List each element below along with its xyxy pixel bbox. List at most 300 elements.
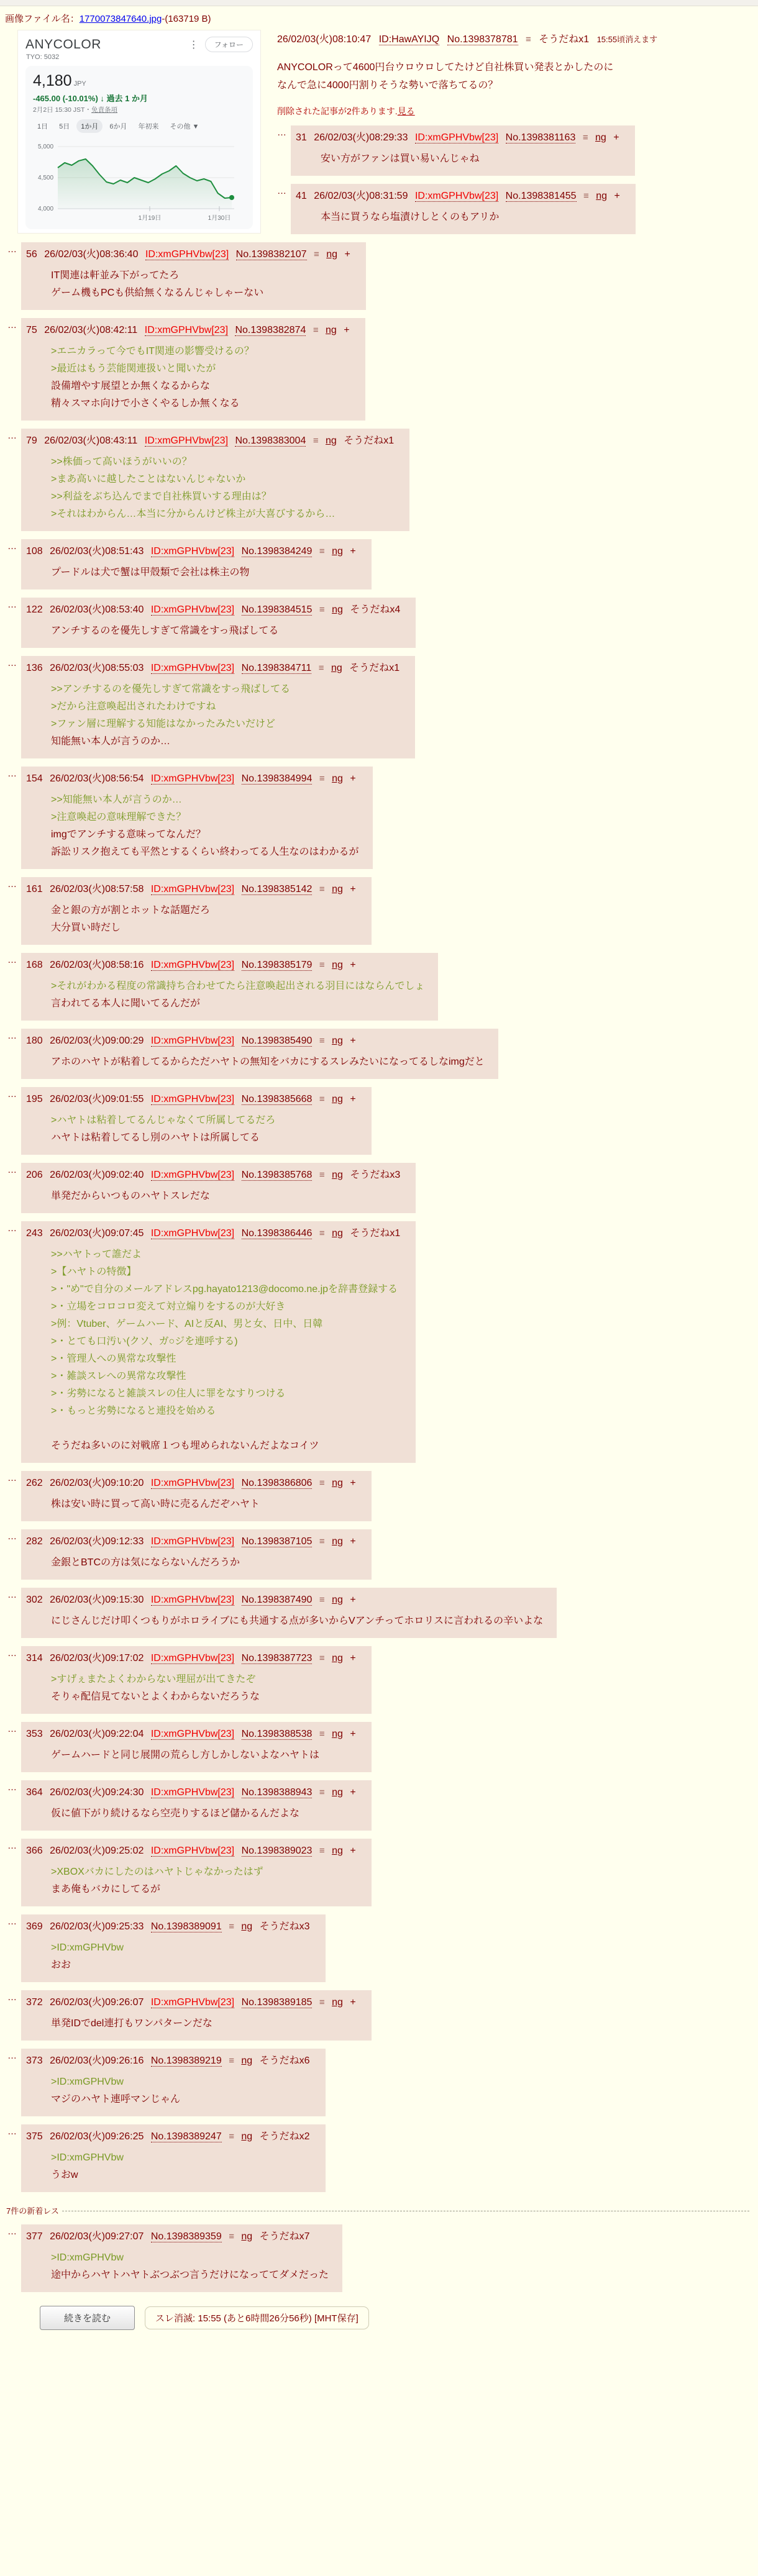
ng-button[interactable]: ng	[332, 1845, 343, 1856]
reply-poster-id[interactable]: ID:xmGPHVbw[23]	[414, 190, 499, 201]
text-line: 言われてる本人に聞いてるんだが	[51, 998, 201, 1009]
stock-title: ANYCOLOR	[25, 37, 101, 52]
reply-post-number[interactable]: No.1398388943	[241, 1786, 313, 1798]
ng-button[interactable]: ng	[332, 1536, 343, 1547]
text-line: そうだね多いのに対戦席１つも埋められないんだよなコイツ	[51, 1440, 319, 1451]
quote-line: >XBOXバカにしたのはハヤトじゃなかったはず	[51, 1866, 263, 1877]
reply-datetime: 26/02/03(火)09:22:04	[50, 1728, 144, 1739]
reply-poster-id[interactable]: ID:xmGPHVbw[23]	[150, 1786, 235, 1798]
sodane-plus-button[interactable]: +	[350, 1652, 356, 1663]
thread	[0, 26, 758, 2349]
post-menu-icon[interactable]: ≡	[313, 435, 319, 446]
reply-expand-dots[interactable]: …	[7, 1589, 17, 1600]
post-menu-icon[interactable]: ≡	[319, 773, 325, 784]
post-menu-icon[interactable]: ≡	[229, 2055, 234, 2066]
reply-row	[7, 877, 753, 945]
follow-button[interactable]: フォロー	[205, 37, 253, 52]
text-line: ゲームハードと同じ展開の荒らし方しかしないよなハヤトは	[51, 1749, 320, 1760]
reply-row	[7, 1914, 753, 1982]
reply-header	[296, 129, 624, 143]
sodane-plus-button[interactable]: +	[350, 883, 356, 894]
ng-button[interactable]: ng	[332, 1169, 343, 1180]
ng-button[interactable]: ng	[241, 2231, 253, 2242]
reply-header	[26, 1918, 314, 1932]
sodane-count[interactable]: そうだねx7	[259, 2231, 310, 2242]
post-menu-icon[interactable]: ≡	[319, 1652, 325, 1663]
reply-row	[7, 1780, 753, 1831]
reply-poster-id[interactable]: ID:xmGPHVbw[23]	[150, 1594, 235, 1605]
reply-body	[51, 1246, 402, 1455]
post-menu-icon[interactable]: ≡	[319, 883, 325, 894]
reply-body	[51, 1864, 358, 1898]
text-line: アホのハヤトが粘着してるからただハヤトの無知をバカにするスレみたいになってるしなimgだと	[51, 1056, 485, 1067]
reply-body	[51, 1496, 358, 1513]
reply-header	[26, 322, 354, 336]
reply-datetime: 26/02/03(火)08:58:16	[50, 959, 144, 970]
reply-poster-id[interactable]: ID:xmGPHVbw[23]	[150, 662, 235, 673]
reply-post-number[interactable]: No.1398389359	[150, 2231, 222, 2242]
sodane-count[interactable]: そうだねx1	[344, 435, 395, 446]
reply-header	[26, 543, 360, 557]
reply-post-number[interactable]: No.1398389185	[241, 1996, 313, 2008]
reply-post-number[interactable]: No.1398384515	[241, 604, 313, 615]
reply-header	[26, 1591, 546, 1606]
chart-area-fill	[58, 159, 232, 209]
reply-header	[26, 1533, 360, 1547]
post-menu-icon[interactable]: ≡	[319, 1845, 325, 1856]
sodane-plus-button[interactable]: +	[350, 1536, 356, 1547]
ng-button[interactable]: ng	[332, 1652, 343, 1663]
y-tick-4500: 4,500	[38, 175, 54, 181]
reply-datetime: 26/02/03(火)08:36:40	[44, 248, 139, 260]
reply-datetime: 26/02/03(火)08:42:11	[44, 324, 138, 335]
post-menu-icon[interactable]: ≡	[229, 2231, 234, 2242]
reply-datetime: 26/02/03(火)09:26:16	[50, 2055, 144, 2066]
reply-row	[7, 1588, 753, 1638]
quote-line: >>利益をぶち込んでまで自社株買いする理由は？	[51, 491, 272, 502]
mht-save-link[interactable]: [MHT保存]	[314, 2313, 358, 2324]
ng-button[interactable]: ng	[332, 1477, 343, 1488]
ng-button[interactable]: ng	[241, 2055, 253, 2066]
reply-poster-id[interactable]: ID:xmGPHVbw[23]	[150, 1652, 235, 1663]
reply-expand-dots[interactable]: …	[7, 2226, 17, 2237]
quote-line: >ファン層に理解する知能はなかったみたいだけど	[51, 718, 276, 729]
reply-poster-id[interactable]: ID:xmGPHVbw[23]	[150, 1536, 235, 1547]
kebab-menu-icon[interactable]: ⋮	[188, 39, 199, 50]
reply-box	[21, 2049, 326, 2116]
reply-header	[26, 1032, 487, 1047]
reply-number: 364	[26, 1786, 43, 1798]
reply-number: 369	[26, 1921, 43, 1932]
reply-datetime: 26/02/03(火)09:17:02	[50, 1652, 144, 1663]
sodane-plus-button[interactable]: +	[350, 1786, 356, 1798]
sodane-count[interactable]: そうだねx6	[259, 2055, 310, 2066]
sodane-count[interactable]: そうだねx4	[350, 604, 401, 615]
quote-line: >・もっと劣勢になると連投を始める	[51, 1405, 216, 1416]
reply-expand-dots[interactable]: …	[7, 1647, 17, 1659]
reply-header	[26, 1842, 360, 1857]
reply-number: 195	[26, 1093, 43, 1104]
post-menu-icon[interactable]: ≡	[318, 662, 324, 673]
reply-header	[26, 1167, 404, 1181]
post-menu-icon[interactable]: ≡	[319, 1227, 325, 1239]
reply-post-number[interactable]: No.1398382107	[235, 248, 307, 260]
ng-button[interactable]: ng	[332, 1728, 343, 1739]
ng-button[interactable]: ng	[332, 545, 343, 557]
sodane-plus-button[interactable]: +	[350, 1845, 356, 1856]
ng-button[interactable]: ng	[332, 1093, 343, 1104]
sodane-count[interactable]: そうだねx3	[350, 1169, 401, 1180]
reply-number: 243	[26, 1227, 43, 1239]
quote-line: >最近はもう芸能関連扱いと聞いたが	[51, 363, 216, 374]
post-menu-icon[interactable]: ≡	[319, 604, 325, 615]
text-line: そりゃ配信見てないとよくわからないだろうな	[51, 1691, 260, 1702]
reply-post-number[interactable]: No.1398381455	[505, 190, 577, 201]
file-info-line	[5, 12, 758, 25]
reply-body	[321, 209, 622, 226]
sodane-count[interactable]: そうだねx1	[349, 662, 400, 673]
reply-expand-dots[interactable]: …	[7, 1840, 17, 1851]
reply-poster-id[interactable]: ID:xmGPHVbw[23]	[150, 1845, 235, 1856]
reply-number: 41	[296, 190, 307, 201]
reply-poster-id[interactable]: ID:xmGPHVbw[23]	[150, 883, 235, 894]
reply-datetime: 26/02/03(火)09:12:33	[50, 1536, 144, 1547]
reply-number: 366	[26, 1845, 43, 1856]
reply-header	[26, 1475, 360, 1489]
post-menu-icon[interactable]: ≡	[319, 1477, 325, 1488]
post-menu-icon[interactable]: ≡	[319, 1594, 325, 1605]
text-line: うおw	[51, 2169, 78, 2180]
post-menu-icon[interactable]: ≡	[319, 1786, 325, 1798]
ng-button[interactable]: ng	[332, 1786, 343, 1798]
reply-poster-id[interactable]: ID:xmGPHVbw[23]	[144, 324, 229, 335]
reply-box	[21, 1529, 372, 1580]
ng-button[interactable]: ng	[595, 132, 606, 143]
reply-header	[296, 188, 624, 202]
sodane-plus-button[interactable]: +	[350, 773, 356, 784]
text-line: 金銀とBTCの方は気にならないんだろうか	[51, 1557, 240, 1568]
ng-button[interactable]: ng	[326, 324, 337, 335]
post-menu-icon[interactable]: ≡	[229, 1921, 234, 1932]
quote-line: >エニカラって今でもIT関連の影響受けるの？	[51, 345, 254, 357]
file-label: 画像ファイル名：	[5, 14, 80, 24]
quote-line: >それがわかる程度の常識持ち合わせてたら注意喚起出される羽目にはならんでしょ	[51, 980, 425, 991]
reply-expand-dots[interactable]: …	[7, 319, 17, 330]
reply-number: 161	[26, 883, 43, 894]
post-menu-icon[interactable]: ≡	[525, 34, 531, 45]
ng-button[interactable]: ng	[332, 1035, 343, 1046]
sodane-plus-button[interactable]: +	[350, 545, 356, 557]
reply-expand-dots[interactable]: …	[277, 127, 286, 138]
sodane-plus-button[interactable]: +	[350, 1477, 356, 1488]
reply-expand-dots[interactable]: …	[7, 1723, 17, 1734]
reply-row	[7, 2124, 753, 2192]
quote-line: >>知能無い本人が言うのか…	[51, 794, 182, 805]
reply-post-number[interactable]: No.1398385142	[241, 883, 313, 894]
sodane-count[interactable]: そうだねx1	[350, 1227, 401, 1239]
y-tick-4000: 4,000	[38, 206, 54, 212]
reply-post-number[interactable]: No.1398384711	[241, 662, 312, 673]
reply-expand-dots[interactable]: …	[7, 1991, 17, 2003]
reply-poster-id[interactable]: ID:xmGPHVbw[23]	[150, 773, 235, 784]
reply-number: 56	[26, 248, 37, 260]
post-menu-icon[interactable]: ≡	[319, 1093, 325, 1104]
text-line	[51, 1420, 402, 1437]
quote-line: >だから注意喚起出されたわけですね	[51, 701, 216, 712]
reply-datetime: 26/02/03(火)08:57:58	[50, 883, 144, 894]
post-menu-icon[interactable]: ≡	[319, 959, 325, 970]
reply-poster-id[interactable]: ID:xmGPHVbw[23]	[150, 1093, 235, 1104]
range-tab[interactable]: 1日	[37, 123, 48, 130]
text-line: ゲーム機もPCも供給無くなるんじゃしゃーない	[51, 287, 264, 298]
disclaimer-link[interactable]: 免責条項	[91, 106, 117, 114]
reply-box	[21, 1029, 498, 1079]
reply-post-number[interactable]: No.1398385490	[241, 1035, 313, 1046]
reply-expand-dots[interactable]: …	[7, 954, 17, 965]
reply-expand-dots[interactable]: …	[7, 1782, 17, 1793]
reply-box	[21, 598, 416, 648]
sodane-plus-button[interactable]: +	[344, 324, 350, 335]
reply-poster-id[interactable]: ID:xmGPHVbw[23]	[414, 132, 499, 143]
reply-row	[7, 1029, 753, 1079]
text-line: まあ俺もバカにしてるが	[51, 1883, 161, 1895]
sodane-plus-button[interactable]: +	[350, 1728, 356, 1739]
reply-box	[21, 1588, 557, 1638]
range-tab[interactable]: 年初来	[138, 123, 159, 130]
reply-expand-dots[interactable]: …	[7, 1916, 17, 1927]
reply-expand-dots[interactable]: …	[7, 540, 17, 552]
reply-expand-dots[interactable]: …	[7, 1531, 17, 1542]
reply-post-number[interactable]: No.1398385179	[241, 959, 313, 970]
reply-box	[21, 953, 438, 1021]
sodane-count[interactable]: そうだねx1	[539, 34, 590, 45]
reply-post-number[interactable]: No.1398387490	[241, 1594, 313, 1605]
sodane-plus-button[interactable]: +	[350, 1594, 356, 1605]
range-tab[interactable]: その他 ▼	[170, 123, 199, 130]
text-line: マジのハヤト連呼マンじゃん	[51, 2093, 181, 2105]
reply-expand-dots[interactable]: …	[7, 1030, 17, 1041]
reply-post-number[interactable]: No.1398389091	[150, 1921, 222, 1932]
range-tab[interactable]: 6か月	[109, 123, 127, 130]
reply-box	[21, 2224, 342, 2292]
reply-box	[291, 125, 635, 176]
sodane-plus-button[interactable]: +	[350, 959, 356, 970]
reply-poster-id[interactable]: ID:xmGPHVbw[23]	[144, 435, 229, 446]
image-file-link[interactable]: 1770073847640.jpg	[79, 14, 162, 24]
post-menu-icon[interactable]: ≡	[319, 1996, 325, 2008]
read-more-button[interactable]: 続きを読む	[40, 2306, 135, 2330]
reply-poster-id[interactable]: ID:xmGPHVbw[23]	[150, 1035, 235, 1046]
reply-post-number[interactable]: No.1398386806	[241, 1477, 313, 1488]
reply-poster-id[interactable]: ID:xmGPHVbw[23]	[150, 1996, 235, 2008]
text-line: 株は安い時に買って高い時に売るんだぞハヤト	[51, 1498, 260, 1509]
reply-post-number[interactable]: No.1398381163	[505, 132, 576, 143]
ng-button[interactable]: ng	[332, 883, 343, 894]
reply-expand-dots[interactable]: …	[7, 2050, 17, 2061]
post-menu-icon[interactable]: ≡	[319, 1536, 325, 1547]
sodane-plus-button[interactable]: +	[614, 190, 620, 201]
reply-poster-id[interactable]: ID:xmGPHVbw[23]	[150, 1227, 235, 1239]
quote-line: >【ハヤトの特徴】	[51, 1266, 137, 1277]
reply-poster-id[interactable]: ID:xmGPHVbw[23]	[150, 959, 235, 970]
op-post-number[interactable]: No.1398378781	[447, 34, 518, 45]
reply-header	[26, 601, 404, 616]
footer	[40, 2306, 753, 2330]
reply-number: 375	[26, 2131, 43, 2142]
post-menu-icon[interactable]: ≡	[313, 324, 319, 335]
reply-box	[21, 2124, 326, 2192]
ng-button[interactable]: ng	[332, 604, 343, 615]
ng-button[interactable]: ng	[241, 1921, 253, 1932]
reply-body	[51, 453, 396, 523]
ng-button[interactable]: ng	[326, 248, 338, 260]
post-menu-icon[interactable]: ≡	[319, 1035, 325, 1046]
reply-post-number[interactable]: No.1398389023	[241, 1845, 313, 1856]
reply-post-number[interactable]: No.1398386446	[241, 1227, 313, 1239]
reply-expand-dots[interactable]: …	[7, 1088, 17, 1099]
reply-post-number[interactable]: No.1398385768	[241, 1169, 313, 1180]
reply-post-number[interactable]: No.1398383004	[235, 435, 306, 446]
reply-post-number[interactable]: No.1398382874	[235, 324, 306, 335]
text-line: プードルは犬で蟹は甲殻類で会社は株主の物	[51, 567, 250, 578]
op-poster-id[interactable]: ID:HawAYIJQ	[378, 34, 440, 45]
reply-post-number[interactable]: No.1398384249	[241, 545, 313, 557]
text-line: IT関連は軒並み下がってたろ	[51, 270, 180, 281]
post-menu-icon[interactable]: ≡	[319, 1169, 325, 1180]
quote-timestamp: 2月2日 15:30 JST・免責条項	[33, 106, 117, 114]
reply-row	[7, 429, 753, 531]
show-deleted-link[interactable]: 見る	[397, 106, 415, 116]
reply-poster-id[interactable]: ID:xmGPHVbw[23]	[150, 545, 235, 557]
reply-expand-dots[interactable]: …	[7, 599, 17, 610]
reply-row	[7, 1839, 753, 1906]
sodane-count[interactable]: そうだねx3	[259, 1921, 310, 1932]
y-tick-5000: 5,000	[38, 143, 54, 150]
range-tab[interactable]: 5日	[59, 123, 70, 130]
reply-body	[51, 622, 402, 640]
ng-button[interactable]: ng	[332, 959, 343, 970]
post-menu-icon[interactable]: ≡	[319, 545, 325, 557]
op-text-line: ANYCOLORって4600円台ウロウロしてたけど自社株買い発表とかしたのに	[277, 62, 614, 73]
thread-expire-box: スレ消滅: 15:55 (あと6時間26分56秒) [MHT保存]	[145, 2306, 369, 2329]
reply-post-number[interactable]: No.1398388538	[241, 1728, 313, 1739]
reply-header	[26, 660, 404, 674]
text-line: ハヤトは粘着してるし別のハヤトは所属してる	[51, 1132, 260, 1143]
reply-body	[51, 2249, 329, 2284]
reply-box	[21, 1722, 372, 1772]
reply-expand-dots[interactable]: …	[7, 878, 17, 890]
ng-button[interactable]: ng	[241, 2131, 253, 2142]
reply-post-number[interactable]: No.1398384994	[241, 773, 313, 784]
range-tab[interactable]: 1か月	[76, 119, 103, 133]
reply-box	[21, 1780, 372, 1831]
ng-button[interactable]: ng	[332, 1996, 343, 2008]
sodane-plus-button[interactable]: +	[344, 248, 350, 260]
ng-button[interactable]: ng	[332, 1227, 343, 1239]
ng-button[interactable]: ng	[326, 435, 337, 446]
ng-button[interactable]: ng	[596, 190, 608, 201]
text-line: 単発IDでdel連打もワンパターンだな	[51, 2018, 212, 2029]
reply-expand-dots[interactable]: …	[7, 1222, 17, 1234]
text-line: 知能無い本人が言うのか…	[51, 735, 171, 747]
sodane-plus-button[interactable]: +	[350, 1996, 356, 2008]
reply-poster-id[interactable]: ID:xmGPHVbw[23]	[150, 1477, 235, 1488]
reply-datetime: 26/02/03(火)09:01:55	[50, 1093, 144, 1104]
quote-line: >それはわからん…本当に分からんけど株主が大喜びするから…	[51, 508, 336, 519]
reply-row	[277, 184, 753, 234]
reply-box	[21, 242, 366, 310]
thread-image-thumbnail[interactable]	[17, 30, 261, 234]
reply-poster-id[interactable]: ID:xmGPHVbw[23]	[150, 604, 235, 615]
reply-expand-dots[interactable]: …	[7, 243, 17, 255]
sodane-count[interactable]: そうだねx2	[259, 2131, 310, 2142]
reply-expand-dots[interactable]: …	[7, 2126, 17, 2137]
reply-poster-id[interactable]: ID:xmGPHVbw[23]	[150, 1728, 235, 1739]
reply-box	[21, 1646, 372, 1714]
reply-expand-dots[interactable]: …	[277, 185, 286, 196]
reply-row	[7, 953, 753, 1021]
reply-post-number[interactable]: No.1398389219	[150, 2055, 222, 2066]
text-line: 精々スマホ向けで小さくやるしか無くなる	[51, 398, 240, 409]
reply-post-number[interactable]: No.1398387723	[241, 1652, 313, 1663]
reply-row	[7, 767, 753, 869]
sodane-plus-button[interactable]: +	[350, 1035, 356, 1046]
reply-post-number[interactable]: No.1398385668	[241, 1093, 313, 1104]
reply-poster-id[interactable]: ID:xmGPHVbw[23]	[145, 248, 229, 260]
post-menu-icon[interactable]: ≡	[229, 2131, 234, 2142]
reply-expand-dots[interactable]: …	[7, 657, 17, 668]
reply-number: 302	[26, 1594, 43, 1605]
reply-row	[277, 125, 753, 176]
quote-line: >ID:xmGPHVbw	[51, 1942, 124, 1953]
reply-poster-id[interactable]: ID:xmGPHVbw[23]	[150, 1169, 235, 1180]
post-menu-icon[interactable]: ≡	[319, 1728, 325, 1739]
reply-body	[51, 2073, 312, 2108]
reply-header	[26, 957, 427, 971]
reply-datetime: 26/02/03(火)09:27:07	[50, 2231, 144, 2242]
reply-expand-dots[interactable]: …	[7, 768, 17, 779]
chart-endpoint-dot	[229, 195, 234, 200]
reply-post-number[interactable]: No.1398387105	[241, 1536, 313, 1547]
post-menu-icon[interactable]: ≡	[583, 190, 589, 201]
reply-body	[51, 2015, 358, 2032]
sodane-plus-button[interactable]: +	[350, 1093, 356, 1104]
reply-body	[51, 791, 359, 861]
reply-box	[21, 1914, 326, 1982]
reply-expand-dots[interactable]: …	[7, 1164, 17, 1175]
ng-button[interactable]: ng	[332, 1594, 343, 1605]
new-posts-divider	[6, 2205, 749, 2216]
reply-number: 79	[26, 435, 37, 446]
reply-post-number[interactable]: No.1398389247	[150, 2131, 222, 2142]
ng-button[interactable]: ng	[331, 662, 342, 673]
text-line: 仮に値下がり続けるなら空売りするほど儲かるんだよな	[51, 1808, 300, 1819]
replies	[1, 125, 753, 2292]
reply-expand-dots[interactable]: …	[7, 1472, 17, 1483]
reply-datetime: 26/02/03(火)08:51:43	[50, 545, 144, 557]
ng-button[interactable]: ng	[332, 773, 343, 784]
quote-line: >>ハヤトって誰だよ	[51, 1249, 142, 1260]
post-menu-icon[interactable]: ≡	[582, 132, 588, 143]
reply-row	[7, 2049, 753, 2116]
post-menu-icon[interactable]: ≡	[314, 248, 319, 260]
sodane-plus-button[interactable]: +	[613, 132, 619, 143]
reply-datetime: 26/02/03(火)09:26:25	[50, 2131, 144, 2142]
quote-line: >・"め"で自分のメールアドレスpg.hayato1213@docomo.ne.jpを辞書登録する	[51, 1283, 398, 1295]
reply-expand-dots[interactable]: …	[7, 430, 17, 441]
reply-number: 282	[26, 1536, 43, 1547]
reply-body	[51, 1054, 485, 1071]
